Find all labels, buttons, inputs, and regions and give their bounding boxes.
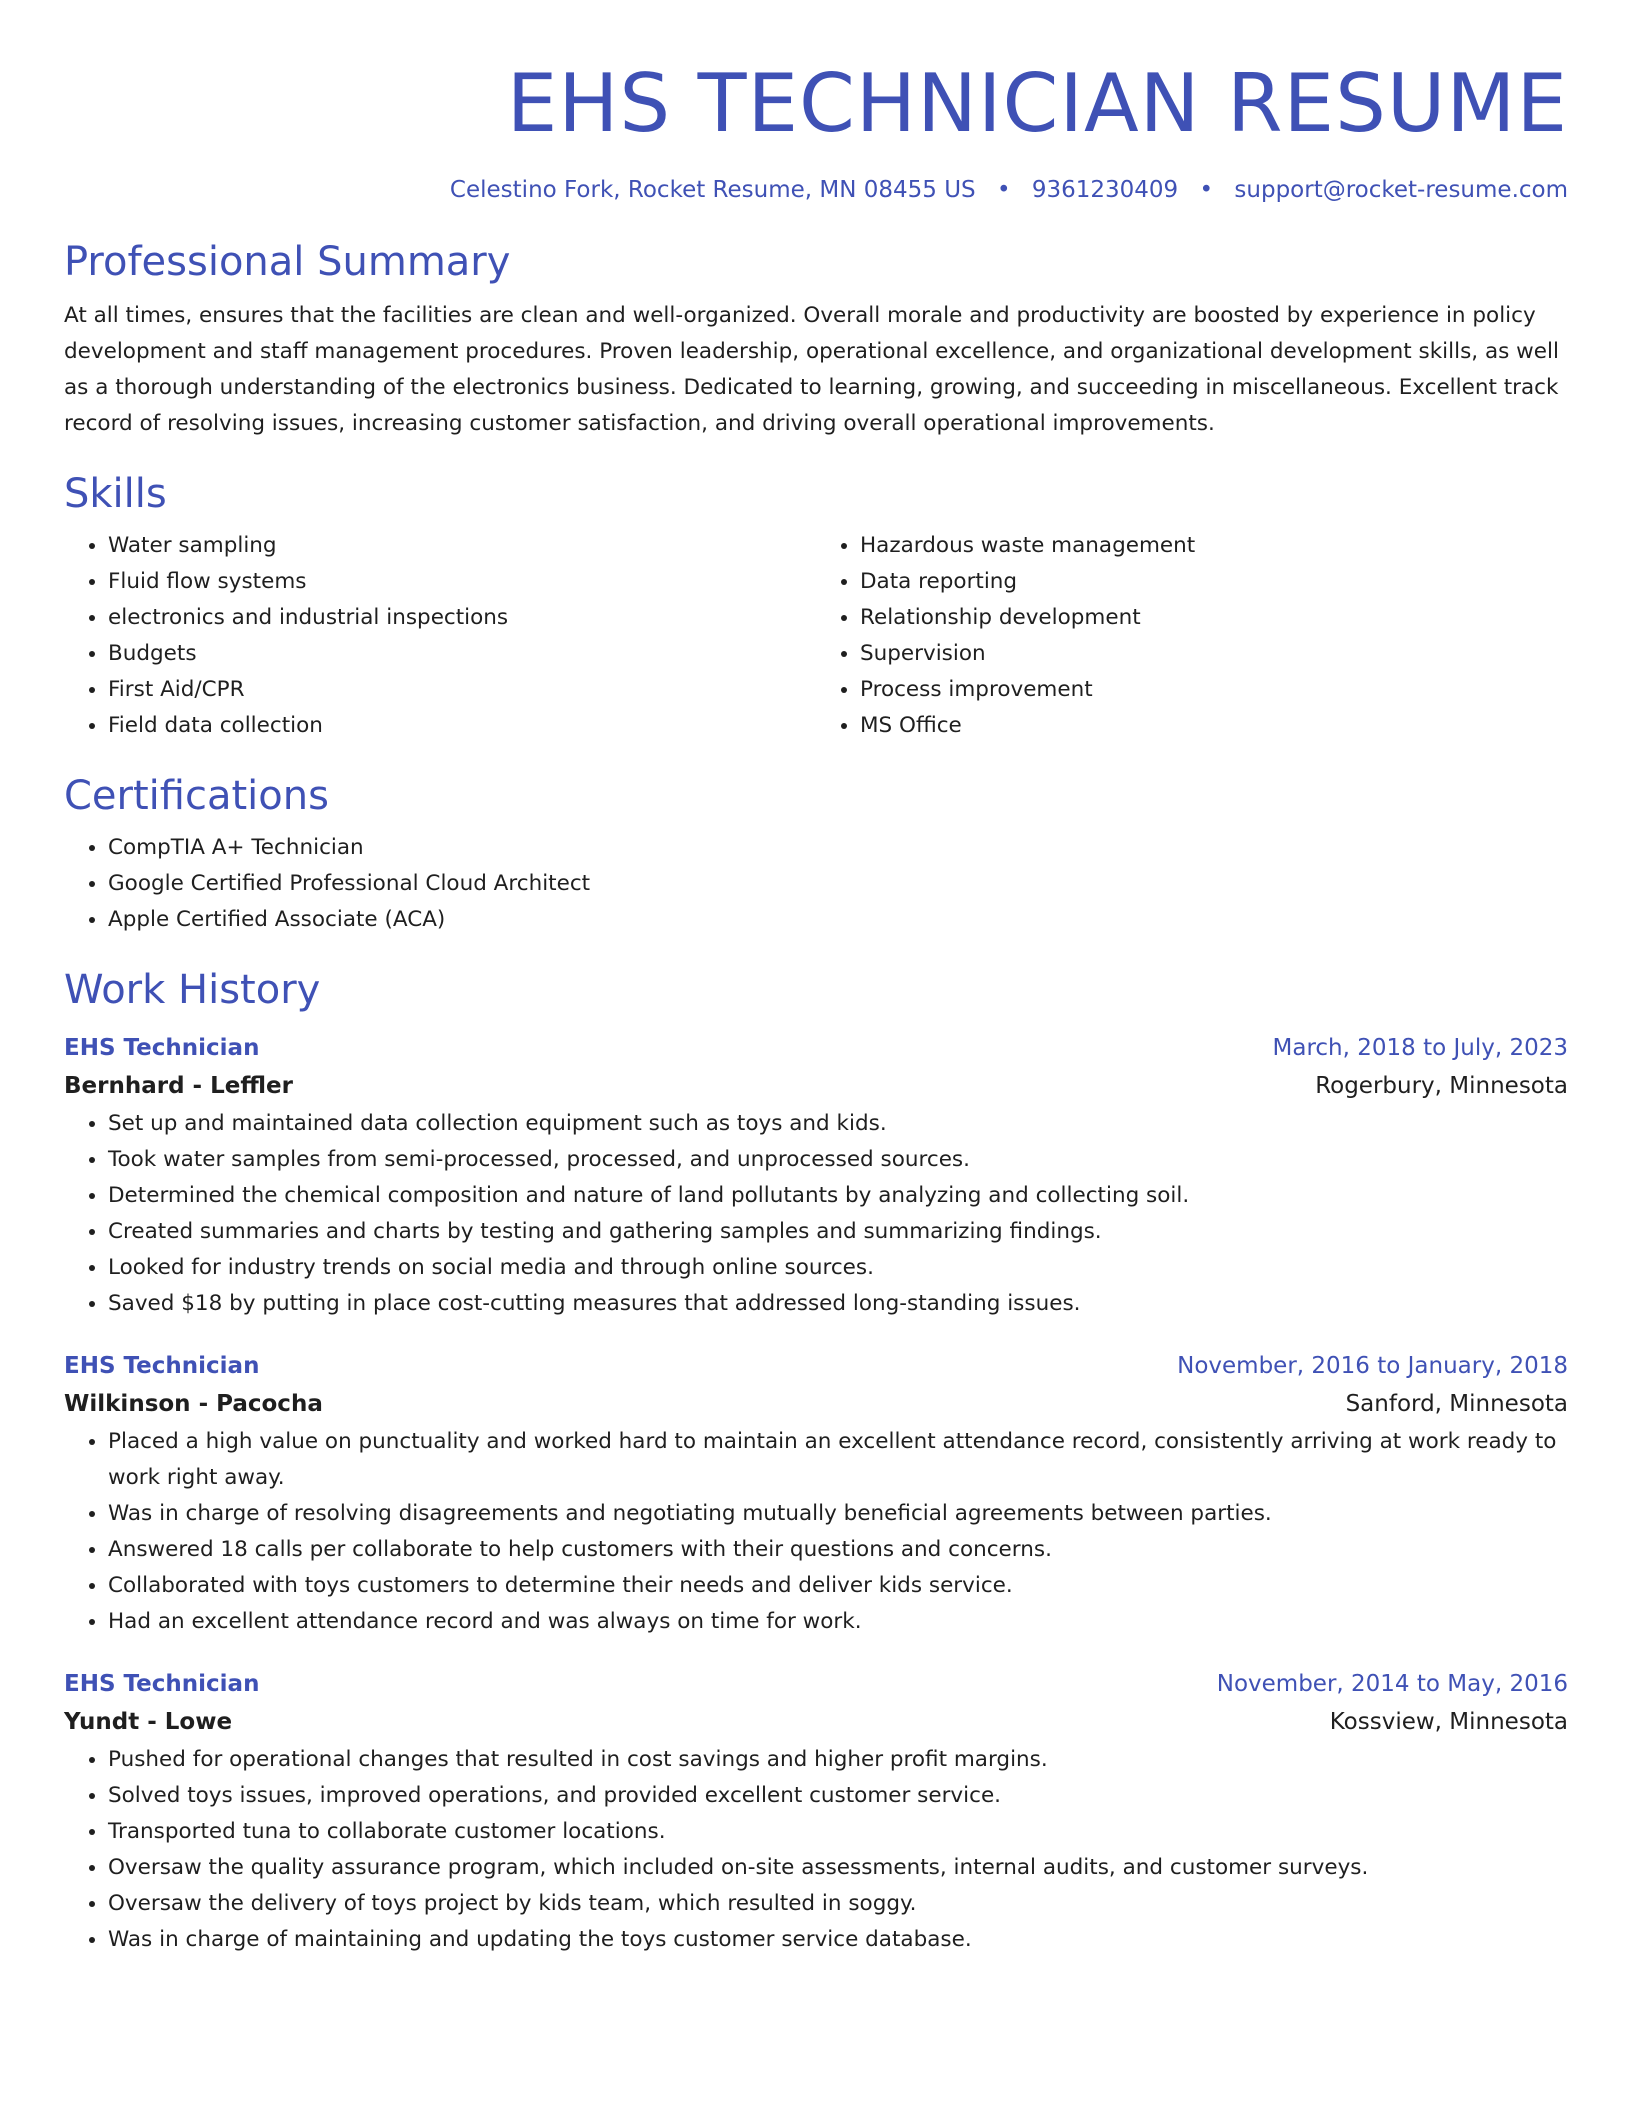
job-entry <box>64 1030 1568 1322</box>
skill-item: • Field data collection <box>108 708 816 744</box>
skills-list-right <box>816 528 1568 744</box>
certifications-section <box>64 770 1568 938</box>
job-header <box>64 1030 1568 1066</box>
contact-phone: 9361230409 <box>1031 177 1179 203</box>
skill-item: • electronics and industrial inspections <box>108 600 816 636</box>
skills-column-right <box>816 528 1568 744</box>
job-duty: • Had an excellent attendance record and was always on time for work. <box>108 1604 1568 1640</box>
job-duty: • Created summaries and charts by testing and gathering samples and summarizing findings. <box>108 1214 1568 1250</box>
skill-item: • Relationship development <box>860 600 1568 636</box>
skill-item: • Process improvement <box>860 672 1568 708</box>
certification-item: • Apple Certified Associate (ACA) <box>108 902 1568 938</box>
job-company: Bernhard - Leffler <box>64 1073 293 1099</box>
summary-section <box>64 236 1568 442</box>
job-location: Kossview, Minnesota <box>1329 1709 1568 1735</box>
job-dates: November, 2016 to January, 2018 <box>1177 1353 1568 1379</box>
job-duty: • Set up and maintained data collection equipment such as toys and kids. <box>108 1106 1568 1142</box>
job-entry <box>64 1348 1568 1640</box>
certifications-list <box>64 830 1568 938</box>
job-subheader <box>64 1384 1568 1424</box>
contact-address: Celestino Fork, Rocket Resume, MN 08455 US <box>449 177 976 203</box>
summary-heading: Professional Summary <box>64 239 511 285</box>
job-title: EHS Technician <box>64 1035 260 1061</box>
skill-item: • Fluid flow systems <box>108 564 816 600</box>
job-duty: • Determined the chemical composition and nature of land pollutants by analyzing and collecting soil. <box>108 1178 1568 1214</box>
skill-item: • First Aid/CPR <box>108 672 816 708</box>
skills-section <box>64 468 1568 744</box>
contact-separator: • <box>1199 177 1214 203</box>
resume-title: EHS TECHNICIAN RESUME <box>506 57 1568 150</box>
skills-column-left <box>64 528 816 744</box>
job-dates: November, 2014 to May, 2016 <box>1216 1671 1568 1697</box>
contact-separator: • <box>996 177 1011 203</box>
job-duty: • Solved toys issues, improved operations, and provided excellent customer service. <box>108 1778 1568 1814</box>
skill-item: • Data reporting <box>860 564 1568 600</box>
job-location: Rogerbury, Minnesota <box>1315 1073 1568 1099</box>
job-duty: • Was in charge of maintaining and updating the toys customer service database. <box>108 1922 1568 1958</box>
summary-text: At all times, ensures that the facilities are clean and well-organized. Overall morale and productivity are boosted by experience in policy development and staff management procedures. Proven leadership, operational excellence, and organizational development skills, as well as a thorough understanding of the electronics business. Dedicated to learning, growing, and succeeding in miscellaneous. Excellent track record of resolving issues, increasing customer satisfaction, and driving overall operational improvements. <box>64 303 1559 436</box>
work-history-section <box>64 964 1568 1958</box>
skills-heading: Skills <box>64 471 167 517</box>
skill-item: • MS Office <box>860 708 1568 744</box>
job-duty: • Oversaw the delivery of toys project by kids team, which resulted in soggy. <box>108 1886 1568 1922</box>
certifications-heading: Certifications <box>64 773 329 819</box>
job-duties-list <box>64 1106 1568 1322</box>
job-duty: • Answered 18 calls per collaborate to help customers with their questions and concerns. <box>108 1532 1568 1568</box>
job-location: Sanford, Minnesota <box>1345 1391 1568 1417</box>
job-duty: • Transported tuna to collaborate customer locations. <box>108 1814 1568 1850</box>
job-duties-list <box>64 1424 1568 1640</box>
job-title: EHS Technician <box>64 1353 260 1379</box>
job-header <box>64 1348 1568 1384</box>
skill-item: • Supervision <box>860 636 1568 672</box>
job-duty: • Saved $18 by putting in place cost-cutting measures that addressed long-standing issues. <box>108 1286 1568 1322</box>
job-header <box>64 1666 1568 1702</box>
job-duty: • Was in charge of resolving disagreements and negotiating mutually beneficial agreements between parties. <box>108 1496 1568 1532</box>
skill-item: • Water sampling <box>108 528 816 564</box>
job-duty: • Oversaw the quality assurance program, which included on-site assessments, internal audits, and customer surveys. <box>108 1850 1568 1886</box>
job-title: EHS Technician <box>64 1671 260 1697</box>
job-duties-list <box>64 1742 1568 1958</box>
certification-item: • Google Certified Professional Cloud Architect <box>108 866 1568 902</box>
job-entry <box>64 1666 1568 1958</box>
job-duty: • Placed a high value on punctuality and worked hard to maintain an excellent attendance record, consistently arriving at work ready to work right away. <box>108 1424 1568 1496</box>
job-dates: March, 2018 to July, 2023 <box>1272 1035 1568 1061</box>
work-history-heading: Work History <box>64 967 321 1013</box>
skill-item: • Hazardous waste management <box>860 528 1568 564</box>
contact-line <box>64 174 1568 206</box>
skills-list-left <box>64 528 816 744</box>
skills-columns <box>64 528 1568 744</box>
job-duty: • Took water samples from semi-processed, processed, and unprocessed sources. <box>108 1142 1568 1178</box>
job-company: Yundt - Lowe <box>64 1709 233 1735</box>
skill-item: • Budgets <box>108 636 816 672</box>
job-duty: • Pushed for operational changes that resulted in cost savings and higher profit margins. <box>108 1742 1568 1778</box>
contact-email: support@rocket-resume.com <box>1234 177 1568 203</box>
job-company: Wilkinson - Pacocha <box>64 1391 323 1417</box>
job-duty: • Collaborated with toys customers to determine their needs and deliver kids service. <box>108 1568 1568 1604</box>
job-subheader <box>64 1702 1568 1742</box>
job-subheader <box>64 1066 1568 1106</box>
job-duty: • Looked for industry trends on social media and through online sources. <box>108 1250 1568 1286</box>
certification-item: • CompTIA A+ Technician <box>108 830 1568 866</box>
